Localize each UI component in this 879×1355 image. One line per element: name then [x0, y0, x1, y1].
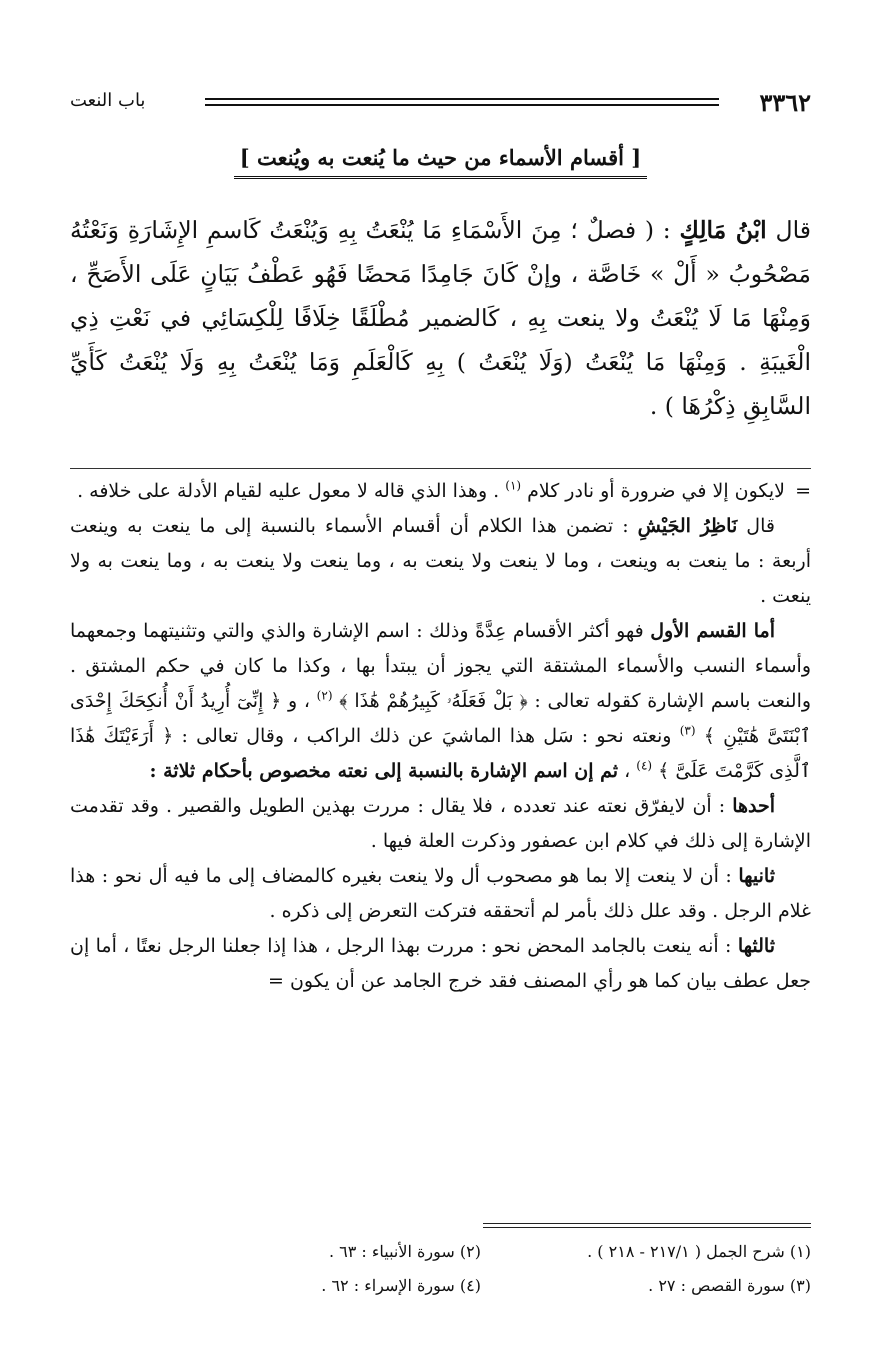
p4-lead: أحدها — [732, 795, 775, 817]
footnote-2: (٢) سورة الأنبياء : ٦٣ . — [328, 1242, 481, 1261]
section-title-text: [ أقسام الأسماء من حيث ما يُنعت به ويُنعت ] — [234, 145, 647, 179]
footnote-4: (٤) سورة الإسراء : ٦٢ . — [321, 1276, 481, 1295]
p6-end-mark: = — [267, 970, 284, 992]
running-title: باب النعت — [70, 90, 146, 111]
commentary-paragraph-6 — [70, 929, 811, 999]
p4-text: : أن لايفرّق نعته عند تعدده ، فلا يقال : مررت بهذين الطويل والقصير . وقد تقدمت الإشارة إلى ذلك في كلام ابن عصفور وذكرت العلة فيها . — [70, 795, 811, 852]
continuation-rest: . وهذا الذي قاله لا معول عليه لقيام الأدلة على خلافه . — [77, 480, 500, 502]
continuation-mark: = — [795, 480, 811, 502]
footnote-ref-4: (٤) — [636, 758, 653, 773]
quran-quote-1: ﴿ بَلْ فَعَلَهُۥ كَبِيرُهُمْ هَٰذَا ﴾ — [339, 690, 528, 712]
quran-quote-2: ﴿ إِنِّىٓ أُرِيدُ أَنْ أُنكِحَكَ إِحْدَى ٱبْنَتَىَّ هَٰتَيْنِ ﴾ — [70, 690, 812, 747]
p3-text-a: فهو أكثر الأقسام عِدَّةً وذلك : اسم الإشارة والذي والتي وتثنيتهما وجمعهما وأسماء النسب والأسماء المشتقة التي يجوز أن يبتدأ بها ، وكذا ما كان في حكم المشتق . والنعت باسم الإشارة كقوله تعالى : — [70, 620, 812, 712]
footnote-1: (١) شرح الجمل ( ٢١٧/١ - ٢١٨ ) . — [587, 1242, 811, 1261]
footnote-row — [70, 1276, 811, 1310]
footnote-ref-3: (٣) — [679, 723, 696, 738]
footnote-ref-1: (١) — [505, 478, 522, 493]
footnote-ref-2: (٢) — [316, 688, 333, 703]
section-title — [70, 145, 811, 179]
commentary-paragraph-2 — [70, 509, 811, 614]
p3-lead: أما القسم الأول — [650, 620, 775, 642]
matn-body: : ( فصلٌ ؛ مِنَ الأَسْمَاءِ مَا يُنْعَتُ بِهِ وَيُنْعَتُ كَاسمِ الإِشَارَةِ وَنَعْتُهُ مَصْحُوبُ « أَلْ » خَاصَّة ، وإنْ كَانَ جَامِدًا مَحضًا فَهُو عَطْفُ بَيَانٍ عَلَى الأَصَحِّ ، وَمِنْهَا مَا لَا يُنْعَتُ ولا ينعت بِهِ ، كَالضمير مُطْلَقًا خِلَافًا لِلْكِسَائِي في نَعْتِ ذِي الْغَيبَةِ . وَمِنْهَا مَا يُنْعَتُ (وَلَا يُنْعَتُ ) بِهِ كَالْعَلَمِ وَمَا يُنْعَتُ بِهِ وَلَا يُنْعَتُ كَأَيِّ السَّابِقِ ذِكْرُهَا ) . — [70, 216, 811, 420]
p3-text-b: ، و — [287, 690, 310, 712]
p3-bold-end: ثم إن اسم الإشارة بالنسبة إلى نعته مخصوص بأحكام ثلاثة : — [149, 760, 619, 782]
matn-author: ابْنُ مَالِكٍ — [679, 216, 767, 244]
p6-text: : أنه ينعت بالجامد المحض نحو : مررت بهذا الرجل ، هذا إذا جعلنا الرجل نعتًا ، أما إن جعل عطف بيان كما هو رأي المصنف فقد خرج الجامد عن أن يكون — [70, 935, 811, 992]
p3-text-c: ونعته نحو : سَل هذا الماشيَ عن ذلك الراكب ، وقال تعالى : — [181, 725, 672, 747]
matn-separator — [70, 468, 811, 469]
commentary-paragraph-5 — [70, 859, 811, 929]
p2-intro: قال — [746, 515, 775, 537]
page-header — [70, 88, 811, 117]
commentary-paragraph-4 — [70, 789, 811, 859]
p3-text-d: ، — [624, 760, 631, 782]
page-number: ٣٣٦٢ — [759, 88, 811, 117]
p6-lead: ثالثها — [737, 935, 775, 957]
footnotes — [70, 1242, 811, 1310]
continuation-text: لايكون إلا في ضرورة أو نادر كلام — [527, 480, 786, 502]
p5-lead: ثانيها — [738, 865, 775, 887]
p2-text: : تضمن هذا الكلام أن أقسام الأسماء بالنسبة إلى ما ينعت به وينعت أربعة : ما ينعت به وينعت ، وما لا ينعت ولا ينعت به ، وما ينعت ولا ينعت به ، وما ينعت به ولا ينعت . — [70, 515, 811, 607]
footnote-rule — [483, 1223, 811, 1228]
book-page — [70, 0, 811, 1355]
matn-intro: قال — [775, 216, 811, 244]
commentary — [70, 474, 811, 999]
commentary-continuation — [70, 474, 811, 509]
footnote-3: (٣) سورة القصص : ٢٧ . — [648, 1276, 811, 1295]
quran-quote-3: ﴿ أَرَءَيْتَكَ هَٰذَا ٱلَّذِى كَرَّمْتَ عَلَىَّ ﴾ — [70, 725, 811, 782]
matn-text — [70, 208, 811, 428]
p2-author: نَاظِرُ الجَيْشِ — [637, 515, 738, 537]
footnote-row — [70, 1242, 811, 1276]
header-rule — [205, 98, 719, 106]
commentary-paragraph-3 — [70, 614, 811, 789]
p5-text: : أن لا ينعت إلا بما هو مصحوب أل ولا ينعت بغيره كالمضاف إلى ما فيه أل نحو : هذا غلام الرجل . وقد علل ذلك بأمر لم أتحققه فتركت التعرض إلى ذكره . — [70, 865, 811, 922]
